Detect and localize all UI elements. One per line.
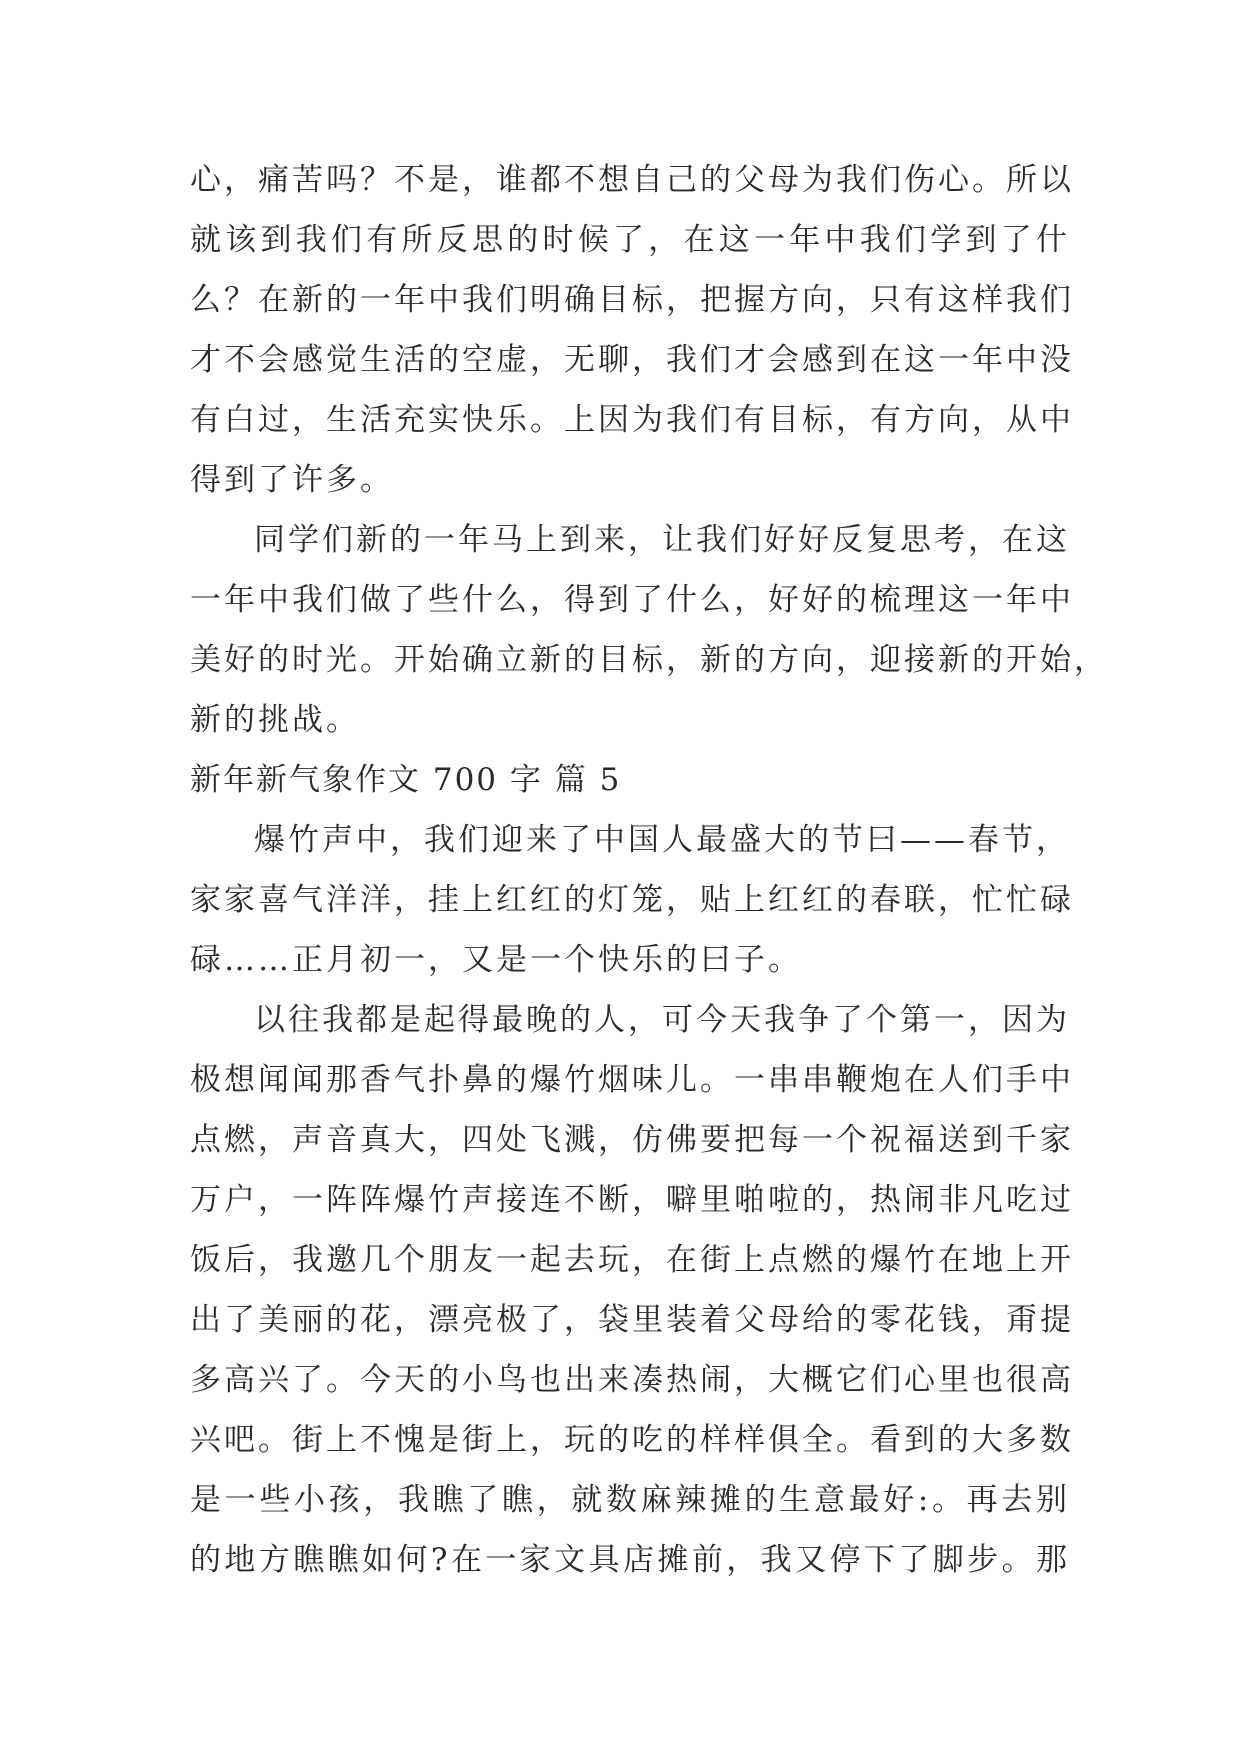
text-line: 才不会感觉生活的空虚，无聊，我们才会感到在这一年中没: [190, 342, 1074, 378]
text-line: 多高兴了。今天的小鸟也出来凑热闹，大概它们心里也很高: [190, 1362, 1074, 1398]
text-line: 心，痛苦吗？不是，谁都不想自己的父母为我们伤心。所以: [190, 162, 1074, 198]
text-line: 么？在新的一年中我们明确目标，把握方向，只有这样我们: [190, 282, 1074, 318]
text-line: 的地方瞧瞧如何?在一家文具店摊前，我又停下了脚步。那: [190, 1542, 1070, 1578]
text-line: 一年中我们做了些什么，得到了什么，好好的梳理这一年中: [190, 582, 1074, 618]
text-line: 是一些小孩，我瞧了瞧，就数麻辣摊的生意最好:。再去别: [190, 1482, 1070, 1518]
paragraph-start-line: 同学们新的一年马上到来，让我们好好反复思考，在这: [254, 522, 1070, 558]
text-line: 新的挑战。: [190, 702, 360, 738]
text-line: 就该到我们有所反思的时候了，在这一年中我们学到了什: [190, 222, 1070, 258]
text-line: 得到了许多。: [190, 462, 394, 498]
text-line: 家家喜气洋洋，挂上红红的灯笼，贴上红红的春联，忙忙碌: [190, 882, 1074, 918]
essay-text: [190, 150, 1108, 1590]
text-line: 有白过，生活充实快乐。上因为我们有目标，有方向，从中: [190, 402, 1074, 438]
text-line: 美好的时光。开始确立新的目标，新的方向，迎接新的开始，: [190, 642, 1108, 678]
paragraph-start-line: 爆竹声中，我们迎来了中国人最盛大的节曰——春节，: [254, 822, 1070, 858]
text-line: 兴吧。街上不愧是街上，玩的吃的样样俱全。看到的大多数: [190, 1422, 1074, 1458]
paragraph-start-line: 以往我都是起得最晚的人，可今天我争了个第一，因为: [254, 1002, 1070, 1038]
section-heading: 新年新气象作文 700 字 篇 5: [190, 762, 622, 798]
text-line: 点燃，声音真大，四处飞溅，仿佛要把每一个祝福送到千家: [190, 1122, 1074, 1158]
text-line: 出了美丽的花，漂亮极了，袋里装着父母给的零花钱，甭提: [190, 1302, 1074, 1338]
text-line: 极想闻闻那香气扑鼻的爆竹烟味儿。一串串鞭炮在人们手中: [190, 1062, 1074, 1098]
text-line: 饭后，我邀几个朋友一起去玩，在街上点燃的爆竹在地上开: [190, 1242, 1074, 1278]
text-line: 万户，一阵阵爆竹声接连不断，噼里啪啦的，热闹非凡吃过: [190, 1182, 1074, 1218]
text-line: 碌……正月初一，又是一个快乐的曰子。: [190, 942, 802, 978]
